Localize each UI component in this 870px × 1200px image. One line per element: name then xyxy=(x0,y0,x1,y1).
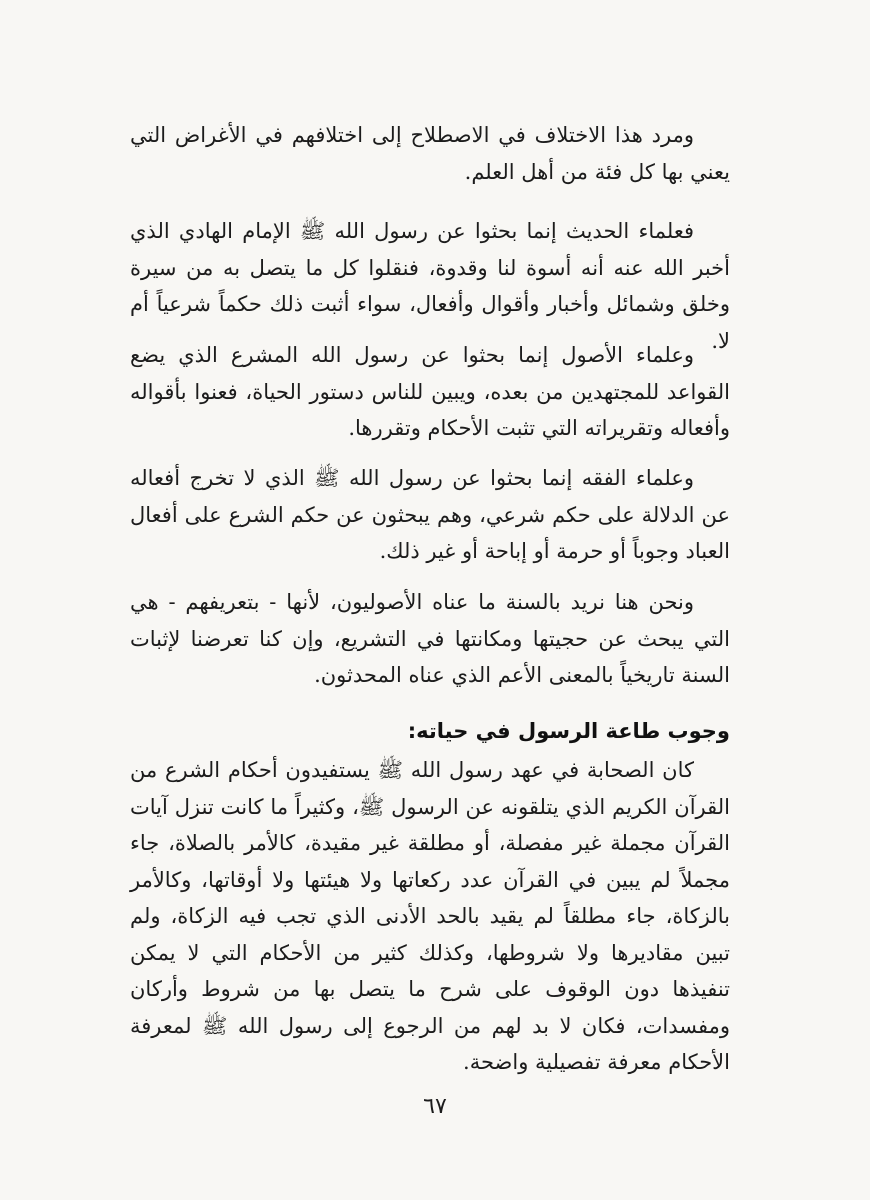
paragraph-5 xyxy=(130,584,730,694)
paragraph-4 xyxy=(130,460,730,570)
paragraph-text: ونحن هنا نريد بالسنة ما عناه الأصوليون، لأنها - بتعريفهم - هي التي يبحث عن حجيتها ومكانتها في التشريع، وإن كنا تعرضنا لإثبات السنة تاريخياً بالمعنى الأعم الذي عناه المحدثون. xyxy=(130,590,730,687)
page-number: ٦٧ xyxy=(423,1094,447,1119)
section-heading: وجوب طاعة الرسول في حياته: xyxy=(407,719,730,743)
paragraph-3 xyxy=(130,337,730,447)
paragraph-text: ومرد هذا الاختلاف في الاصطلاح إلى اختلافهم في الأغراض التي يعني بها كل فئة من أهل العلم. xyxy=(130,123,730,184)
paragraph-text: وعلماء الأصول إنما بحثوا عن رسول الله المشرع الذي يضع القواعد للمجتهدين من بعده، ويبين للناس دستور الحياة، فعنوا بأقواله وأفعاله وتقريراته التي تثبت الأحكام وتقررها. xyxy=(130,343,730,440)
paragraph-text: كان الصحابة في عهد رسول الله ﷺ يستفيدون أحكام الشرع من القرآن الكريم الذي يتلقونه عن الرسول ﷺ، وكثيراً ما كانت تنزل آيات القرآن مجملة غير مفصلة، أو مطلقة غير مقيدة، كالأمر بالصلاة، جاء مجملاً لم يبين في القرآن عدد ركعاتها ولا هيئتها ولا أوقاتها، وكالأمر بالزكاة، جاء مطلقاً لم يقيد بالحد الأدنى الذي تجب فيه الزكاة، ولم تبين مقاديرها ولا شروطها، وكذلك كثير من الأحكام التي لا يمكن تنفيذها دون الوقوف على شرح ما يتصل بها من شروط وأركان ومفسدات، فكان لا بد لهم من الرجوع إلى رسول الله ﷺ لمعرفة الأحكام معرفة تفصيلية واضحة. xyxy=(130,758,730,1074)
paragraph-text: فعلماء الحديث إنما بحثوا عن رسول الله ﷺ الإمام الهادي الذي أخبر الله عنه أنه أسوة لنا وقدوة، فنقلوا كل ما يتصل به من سيرة وخلق وشمائل وأخبار وأقوال وأفعال، سواء أثبت ذلك حكماً شرعياً أم لا. xyxy=(130,219,730,353)
paragraph-text: وعلماء الفقه إنما بحثوا عن رسول الله ﷺ الذي لا تخرج أفعاله عن الدلالة على حكم شرعي، وهم يبحثون عن حكم الشرع على أفعال العباد وجوباً أو حرمة أو إباحة أو غير ذلك. xyxy=(130,466,730,563)
paragraph-1 xyxy=(130,117,730,190)
section-paragraph xyxy=(130,752,730,1081)
